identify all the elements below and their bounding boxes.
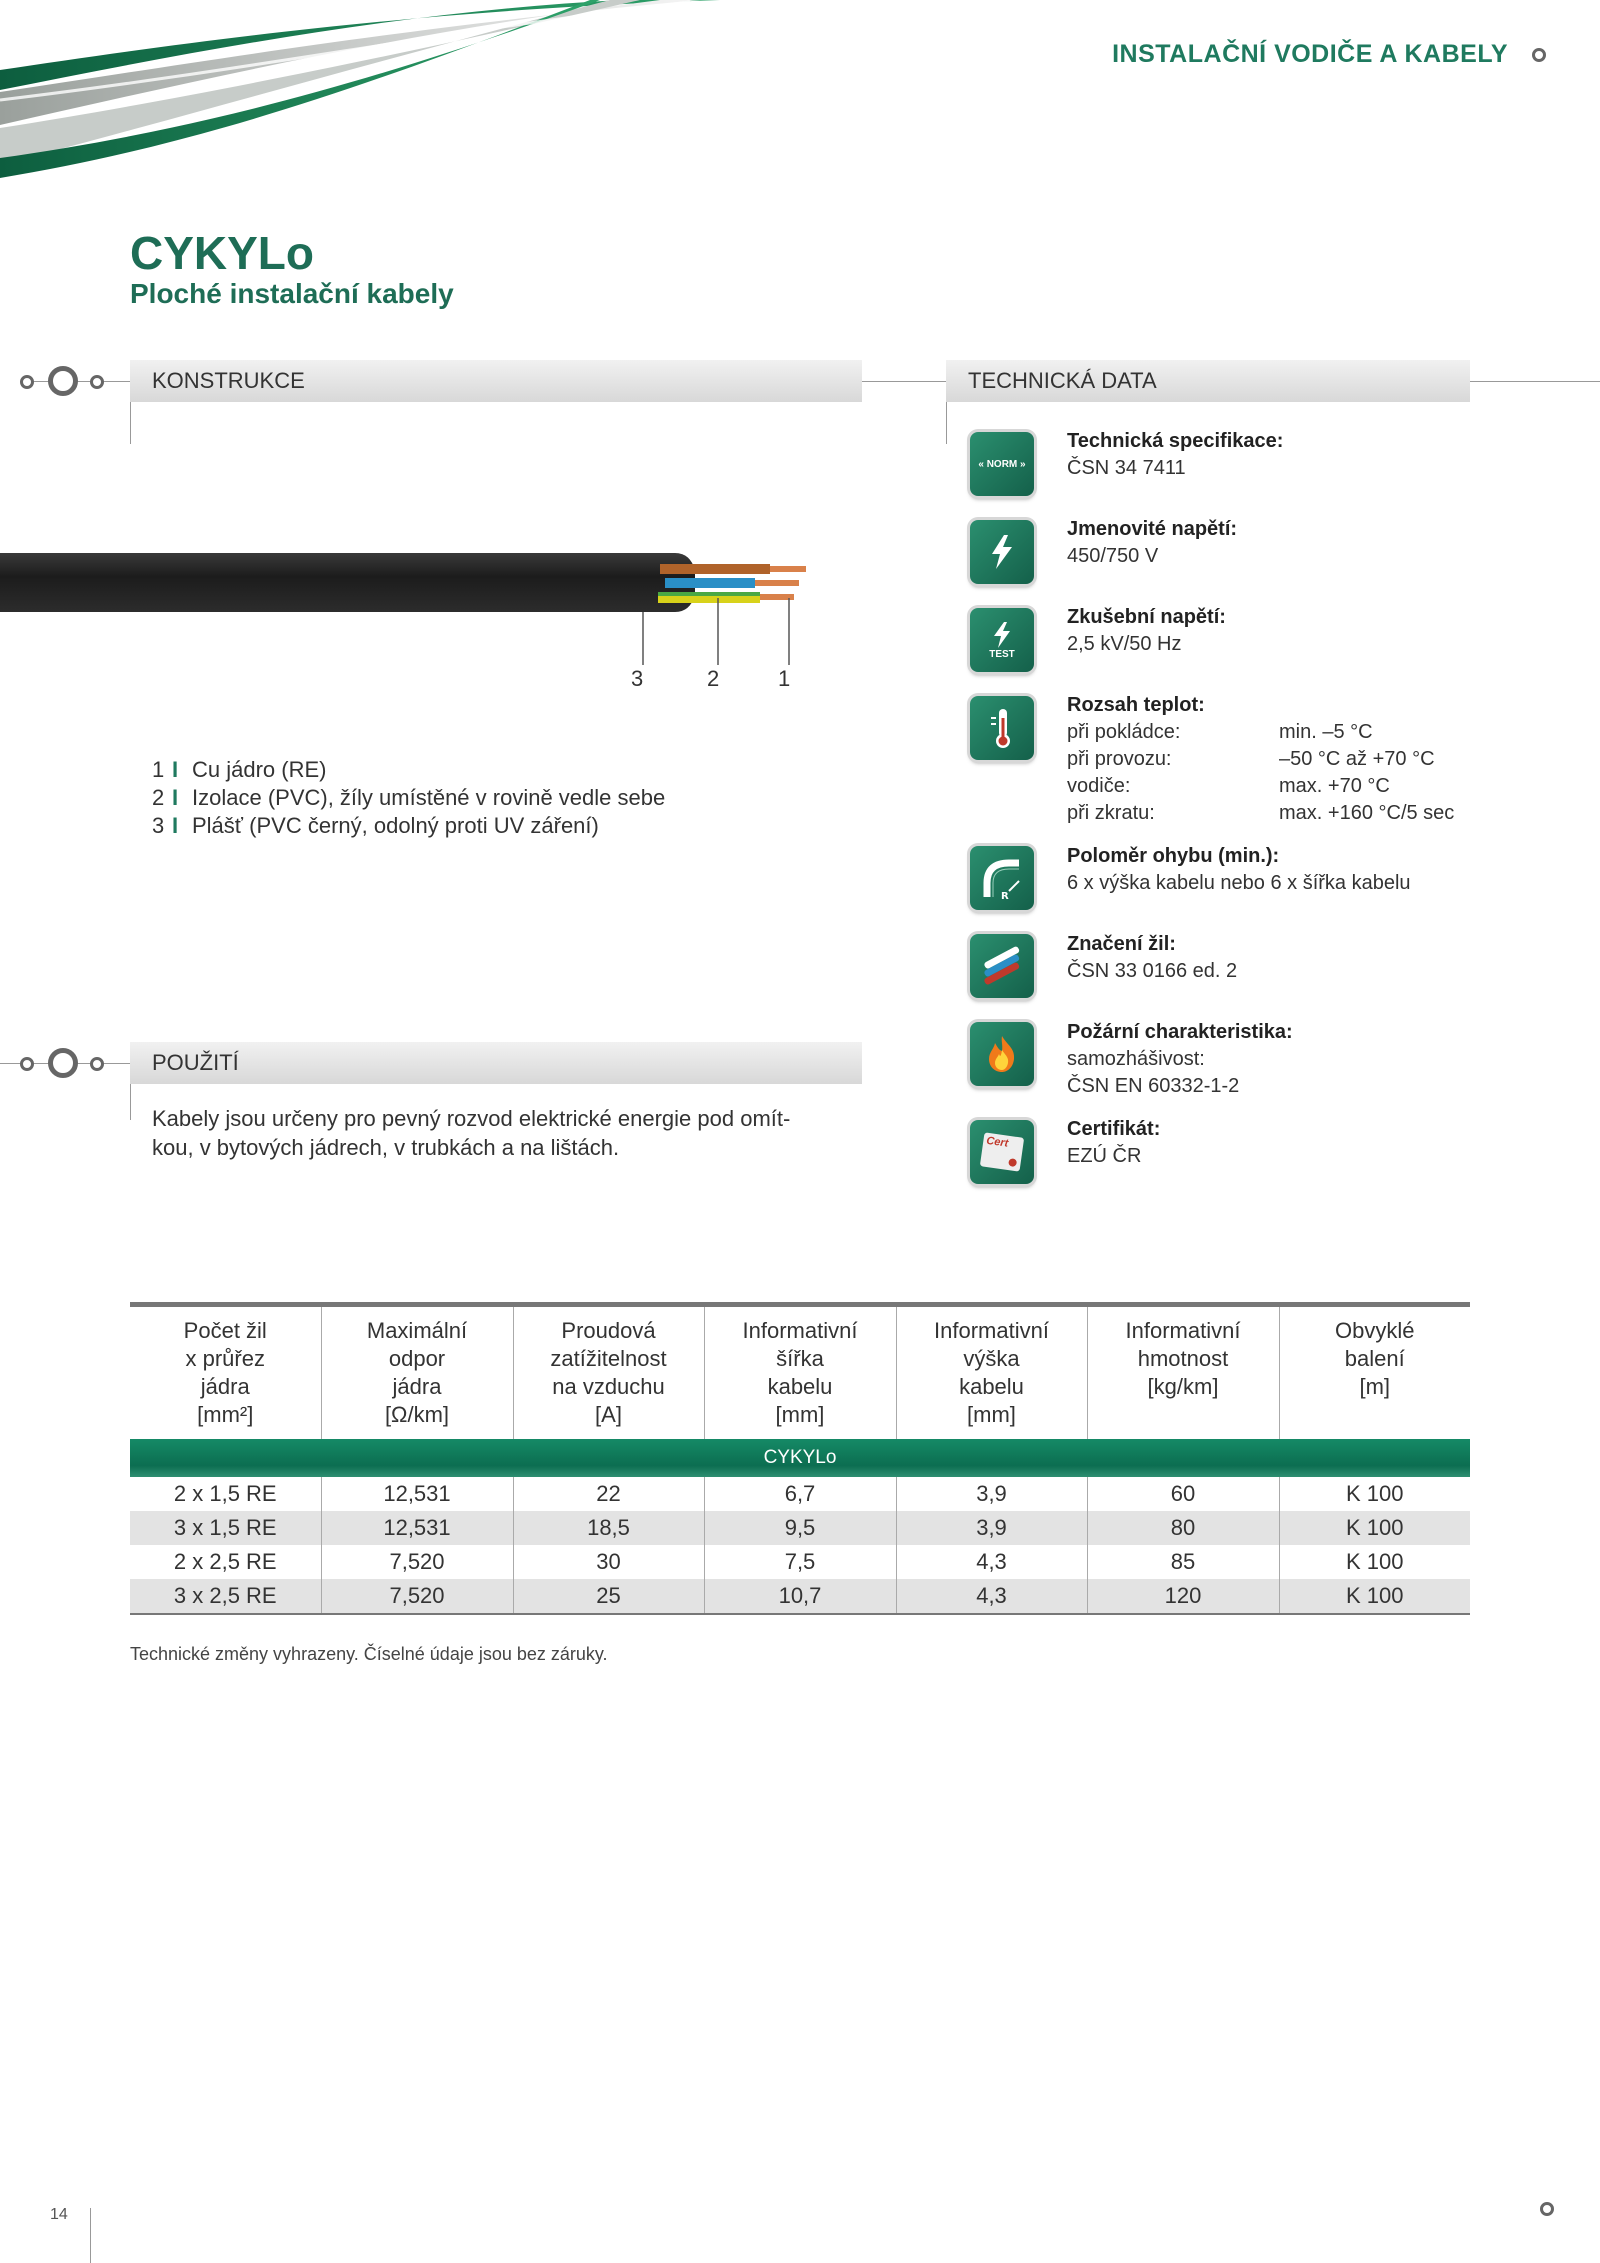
test-voltage-entry — [1067, 604, 1226, 658]
table-cell: 2 x 1,5 RE — [130, 1477, 321, 1511]
table-cell: 22 — [513, 1477, 704, 1511]
table-cell: 85 — [1087, 1545, 1279, 1579]
footnote: Technické změny vyhrazeny. Číselné údaje jsou bez záruky. — [130, 1644, 608, 1664]
table-cell: 10,7 — [704, 1579, 896, 1614]
voltage-entry — [1067, 516, 1237, 570]
core-marking-entry — [1067, 931, 1237, 985]
temperature-key: vodiče: — [1067, 775, 1131, 797]
usage-ring-right-icon — [90, 1057, 104, 1071]
bend-label: Poloměr ohybu (min.): — [1067, 845, 1280, 867]
thermometer-glyph — [987, 706, 1017, 750]
table-cell: 7,520 — [321, 1579, 513, 1614]
certificate-icon — [970, 1120, 1034, 1184]
callout-label-3: 3 — [631, 666, 644, 691]
usage-vline — [130, 1084, 131, 1120]
table-cell: 120 — [1087, 1579, 1279, 1614]
table-cell: K 100 — [1346, 1481, 1404, 1506]
table-cell: 30 — [513, 1545, 704, 1579]
table-cell: 18,5 — [513, 1511, 704, 1545]
test-voltage-label: Zkušební napětí: — [1067, 606, 1226, 628]
section-header-title: INSTALAČNÍ VODIČE A KABELY — [1112, 40, 1508, 68]
legend-number: 2 — [152, 785, 165, 810]
usage-line-2: kou, v bytových jádrech, v trubkách a na lištách. — [152, 1135, 620, 1160]
fire-label: Požární charakteristika: — [1067, 1021, 1293, 1043]
connector-ring-left-icon — [20, 375, 34, 389]
temperature-entry — [1067, 692, 1499, 827]
temperature-key: při provozu: — [1067, 748, 1172, 770]
column-header-weight: Informativní hmotnost [kg/km] — [1087, 1305, 1279, 1440]
table-cell: 80 — [1087, 1511, 1279, 1545]
technical-connector-right — [1470, 381, 1600, 382]
flame-glyph — [981, 1033, 1023, 1075]
fire-value-1: samozhášivost: — [1067, 1048, 1205, 1070]
table-cell: 25 — [513, 1579, 704, 1614]
bend-icon-text: R — [1001, 891, 1009, 901]
lightning-icon — [990, 621, 1014, 649]
certificate-seal-icon — [1008, 1158, 1017, 1167]
usage-heading: POUŽITÍ — [130, 1042, 862, 1084]
column-header-current: Proudová zatížitelnost na vzduchu [A] — [513, 1305, 704, 1440]
technical-vline — [946, 402, 947, 444]
usage-ring-left-icon — [20, 1057, 34, 1071]
table-header-row — [130, 1305, 1470, 1440]
usage-line-1: Kabely jsou určeny pro pevný rozvod elektrické energie pod omít- — [152, 1106, 791, 1131]
table-row — [130, 1545, 1470, 1579]
product-subtitle: Ploché instalační kabely — [130, 278, 454, 309]
header-cable-graphic — [0, 0, 720, 180]
test-voltage-icon — [970, 608, 1034, 672]
lightning-icon — [982, 532, 1022, 572]
core-marking-icon — [970, 934, 1034, 998]
legend-item — [152, 784, 665, 812]
bend-entry — [1067, 843, 1411, 897]
table-cell: K 100 — [1279, 1511, 1470, 1545]
legend-text: Plášť (PVC černý, odolný proti UV záření) — [192, 813, 599, 838]
table-group-label: CYKYLo — [130, 1439, 1470, 1477]
temperature-table — [1067, 719, 1499, 827]
table-cell: K 100 — [1346, 1549, 1404, 1574]
callout-label-1: 1 — [778, 666, 791, 691]
legend-separator: I — [172, 813, 179, 838]
legend-separator: I — [172, 785, 179, 810]
core-marking-label: Značení žil: — [1067, 933, 1176, 955]
test-icon-text: TEST — [989, 648, 1015, 660]
technical-connector-left — [862, 381, 946, 382]
voltage-value: 450/750 V — [1067, 545, 1159, 567]
column-header-packaging: Obvyklé balení [m] — [1335, 1318, 1415, 1399]
table-row — [130, 1511, 1470, 1545]
fire-icon — [970, 1022, 1034, 1086]
thermometer-icon — [970, 696, 1034, 760]
table-cell: 3 x 2,5 RE — [130, 1579, 321, 1614]
construction-legend — [152, 756, 665, 840]
table-cell: 60 — [1087, 1477, 1279, 1511]
table-cell: 2 x 2,5 RE — [130, 1545, 321, 1579]
test-voltage-value: 2,5 kV/50 Hz — [1067, 633, 1182, 655]
legend-text: Izolace (PVC), žíly umístěné v rovině vedle sebe — [192, 785, 666, 810]
table-cell: 12,531 — [321, 1477, 513, 1511]
bend-glyph — [979, 855, 1025, 901]
cable-spec-table — [130, 1302, 1470, 1615]
temperature-key: při zkratu: — [1067, 802, 1155, 824]
certificate-entry — [1067, 1116, 1160, 1170]
connector-ring-big-icon — [48, 366, 78, 396]
temperature-value: min. –5 °C — [1279, 721, 1373, 743]
legend-item — [152, 756, 665, 784]
norm-icon-text: « NORM » — [978, 458, 1026, 470]
connector-ring-right-icon — [90, 375, 104, 389]
voltage-icon — [970, 520, 1034, 584]
table-cell: 3,9 — [896, 1511, 1087, 1545]
table-cell: 9,5 — [704, 1511, 896, 1545]
colored-cores-glyph — [979, 946, 1025, 986]
callout-label-2: 2 — [707, 666, 720, 691]
legend-number: 1 — [152, 757, 165, 782]
voltage-label: Jmenovité napětí: — [1067, 518, 1238, 540]
table-cell: 4,3 — [896, 1545, 1087, 1579]
column-header-cores: Počet žil x průřez jádra [mm²] — [130, 1305, 321, 1440]
column-header-height: Informativní výška kabelu [mm] — [896, 1305, 1087, 1440]
table-cell: 3,9 — [896, 1477, 1087, 1511]
usage-ring-big-icon — [48, 1048, 78, 1078]
table-cell: 7,520 — [321, 1545, 513, 1579]
table-cell: 7,5 — [704, 1545, 896, 1579]
certificate-value: EZÚ ČR — [1067, 1145, 1142, 1167]
spec-label: Technická specifikace: — [1067, 430, 1284, 452]
certificate-label: Certifikát: — [1067, 1118, 1161, 1140]
construction-heading: KONSTRUKCE — [130, 360, 862, 402]
spec-entry — [1067, 428, 1283, 482]
core-marking-value: ČSN 33 0166 ed. 2 — [1067, 960, 1238, 982]
legend-item — [152, 812, 665, 840]
technical-heading: TECHNICKÁ DATA — [946, 360, 1470, 402]
footer-vline — [90, 2208, 91, 2263]
table-cell: 6,7 — [704, 1477, 896, 1511]
spec-value: ČSN 34 7411 — [1067, 457, 1186, 479]
table-cell: 12,531 — [321, 1511, 513, 1545]
footer-ring-icon — [1540, 2202, 1554, 2216]
table-cell: K 100 — [1279, 1579, 1470, 1614]
legend-number: 3 — [152, 813, 165, 838]
temperature-value: –50 °C až +70 °C — [1279, 748, 1435, 770]
table-row — [130, 1477, 1470, 1511]
column-header-resistance: Maximální odpor jádra [Ω/km] — [321, 1305, 513, 1440]
construction-vline — [130, 402, 131, 444]
header-ring-icon — [1532, 48, 1546, 62]
temperature-value: max. +160 °C/5 sec — [1279, 802, 1455, 824]
table-row — [130, 1579, 1470, 1614]
fire-entry — [1067, 1019, 1293, 1100]
column-header-width: Informativní šířka kabelu [mm] — [704, 1305, 896, 1440]
legend-text: Cu jádro (RE) — [192, 757, 327, 782]
temperature-value: max. +70 °C — [1279, 775, 1390, 797]
legend-separator: I — [172, 757, 179, 782]
table-group-band — [130, 1439, 1470, 1477]
bend-value: 6 x výška kabelu nebo 6 x šířka kabelu — [1067, 872, 1411, 894]
product-title: CYKYLo — [130, 227, 314, 279]
page-number: 14 — [50, 2206, 68, 2223]
bend-radius-icon — [970, 846, 1034, 910]
certificate-paper-icon — [980, 1132, 1024, 1171]
temperature-label: Rozsah teplot: — [1067, 694, 1205, 716]
table-cell: 4,3 — [896, 1579, 1087, 1614]
fire-value-2: ČSN EN 60332-1-2 — [1067, 1075, 1240, 1097]
usage-description — [152, 1104, 852, 1162]
norm-icon — [970, 432, 1034, 496]
temperature-key: při pokládce: — [1067, 721, 1181, 743]
table-cell: 3 x 1,5 RE — [130, 1511, 321, 1545]
certificate-icon-text: Cert — [985, 1134, 1010, 1150]
